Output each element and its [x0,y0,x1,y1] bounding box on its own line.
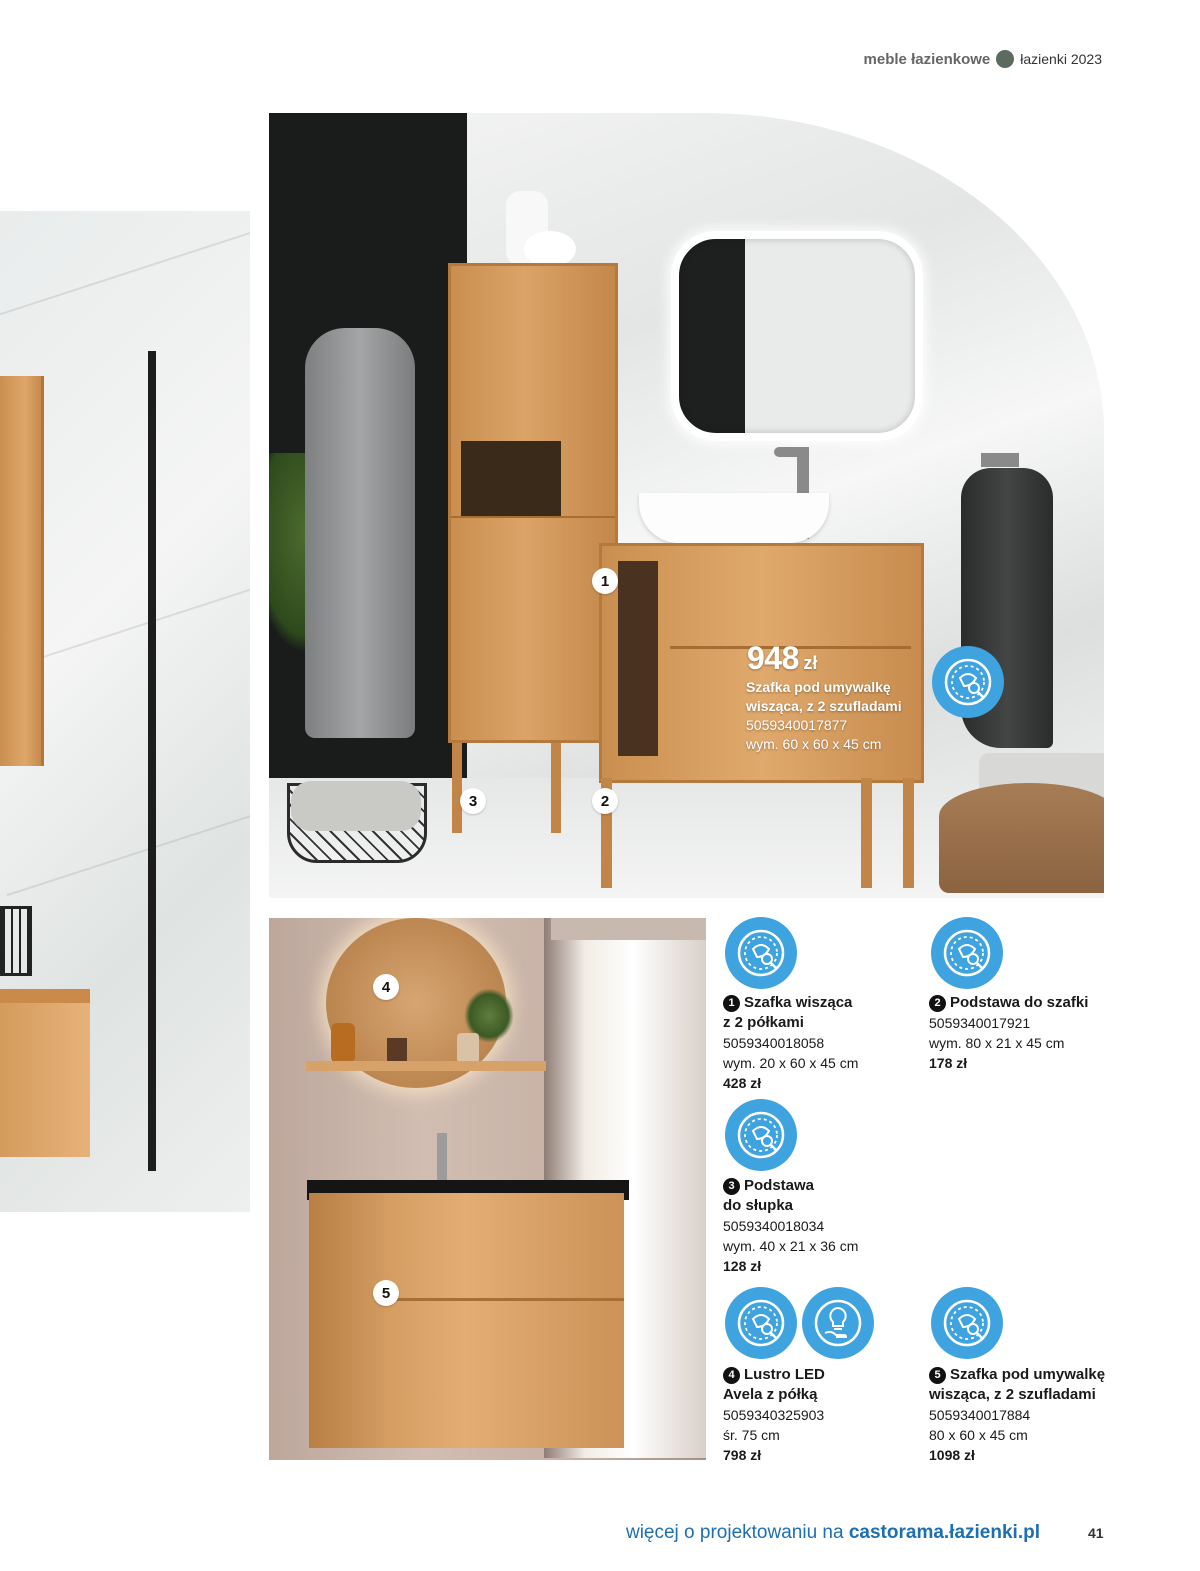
led-mirror [671,231,923,441]
cabinet-side [309,1193,384,1448]
catalog-title: łazienki 2023 [1020,51,1102,67]
product-code: 5059340018034 [723,1218,825,1234]
open-shelf [618,561,658,756]
towels [291,781,421,831]
wire-basket [0,906,32,976]
product-name-line1: Szafka wisząca [744,994,853,1011]
product-name-line1: Lustro LED [744,1366,825,1383]
vanity-cabinet [309,1193,624,1448]
second-bathroom-photo [269,918,706,1460]
product-price: 798 zł [723,1447,762,1463]
product-name-line1: Podstawa [744,1177,815,1194]
footer-site-link[interactable]: castorama.łazienki.pl [848,1522,1040,1543]
vase [524,231,576,267]
3d-view-icon[interactable] [932,646,1004,718]
column-leg [452,743,462,833]
product-card-5 [929,1365,1105,1465]
left-bathroom-photo [0,211,250,1212]
product-dims: śr. 75 cm [723,1427,780,1443]
vanity-partial [0,989,90,1157]
product-card-1 [723,993,858,1093]
marble-vein [0,225,250,320]
product-name [929,1365,1105,1385]
bottle [331,1023,355,1063]
price-amount: 948 [747,640,799,676]
product-marker-2[interactable]: 2 [592,788,618,814]
3d-view-icon[interactable] [931,917,1003,989]
product-price: 1098 zł [929,1447,975,1463]
3d-view-icon-glyph [941,1297,993,1349]
marble-vein [7,808,250,896]
product-price: 128 zł [723,1258,762,1274]
header-dot-icon [996,50,1014,68]
product-code: 5059340017877 [746,717,848,733]
hero-bathroom-photo [269,113,1104,898]
column-leg [551,743,561,833]
led-bulb-icon-glyph [812,1297,864,1349]
towel-hook [981,453,1019,467]
product-number: 3 [723,1178,740,1195]
product-dims: wym. 60 x 60 x 45 cm [746,736,882,752]
column-niche [461,441,561,516]
shower-glass-frame [148,351,156,1171]
product-number: 1 [723,995,740,1012]
product-card-2 [929,993,1088,1073]
led-bulb-icon[interactable] [802,1287,874,1359]
product-name-line1: Podstawa do szafki [950,994,1089,1011]
product-card-4 [723,1365,825,1465]
product-dims: wym. 80 x 21 x 45 cm [929,1035,1065,1051]
product-code: 5059340017921 [929,1015,1031,1031]
product-name [723,1365,825,1385]
hero-product-info [746,678,902,754]
footer-text: więcej o projektowaniu na [625,1522,844,1543]
hero-price [747,640,817,677]
product-price: 428 zł [723,1075,762,1091]
product-marker-3[interactable]: 3 [460,788,486,814]
page-number: 41 [1088,1525,1104,1541]
price-currency: zł [803,653,818,673]
product-number: 5 [929,1367,946,1384]
3d-view-icon[interactable] [725,917,797,989]
footer-link[interactable] [0,1522,1040,1544]
vanity-leg [903,778,914,888]
product-code: 5059340018058 [723,1035,825,1051]
product-name-line2: wisząca, z 2 szufladami [746,698,902,714]
product-code: 5059340017884 [929,1407,1031,1423]
product-name-line2: z 2 półkami [723,1014,804,1031]
tap [437,1133,447,1183]
3d-view-icon[interactable] [725,1099,797,1171]
washbasin [639,493,829,543]
product-card-3 [723,1176,858,1276]
door-line [451,516,615,518]
product-marker-5[interactable]: 5 [373,1280,399,1306]
product-number: 4 [723,1367,740,1384]
3d-view-icon-glyph [942,656,994,708]
product-marker-1[interactable]: 1 [592,568,618,594]
wall-cabinet-partial [0,376,44,766]
product-dims: wym. 40 x 21 x 36 cm [723,1238,859,1254]
page-header [864,50,1102,68]
section-title: meble łazienkowe [863,50,991,68]
product-dims: 80 x 60 x 45 cm [929,1427,1028,1443]
window-blind [551,918,706,940]
product-name-line2: Avela z półką [723,1386,818,1403]
3d-view-icon-glyph [735,1109,787,1161]
bottle [387,1038,407,1063]
product-dims: wym. 20 x 60 x 45 cm [723,1055,859,1071]
product-marker-4[interactable]: 4 [373,974,399,1000]
product-name: Szafka pod umywalkę [746,679,891,695]
tall-column-cabinet [448,263,618,743]
drawer-line [384,1298,624,1301]
vanity-leg [861,778,872,888]
product-name-line1: Szafka pod umywalkę [950,1366,1106,1383]
3d-view-icon-glyph [941,927,993,979]
wooden-stool [939,783,1104,893]
product-code: 5059340325903 [723,1407,825,1423]
product-name [723,1176,858,1196]
3d-view-icon-glyph [735,1297,787,1349]
mirror-shelf [306,1061,546,1071]
product-name [929,993,1088,1013]
3d-view-icon[interactable] [931,1287,1003,1359]
product-price: 178 zł [929,1055,968,1071]
product-name-line2: wisząca, z 2 szufladami [929,1386,1096,1403]
bathrobe [305,328,415,738]
3d-view-icon-glyph [735,927,787,979]
3d-view-icon[interactable] [725,1287,797,1359]
bottle [457,1033,479,1063]
product-number: 2 [929,995,946,1012]
product-name-line2: do słupka [723,1197,794,1214]
product-name [723,993,858,1013]
